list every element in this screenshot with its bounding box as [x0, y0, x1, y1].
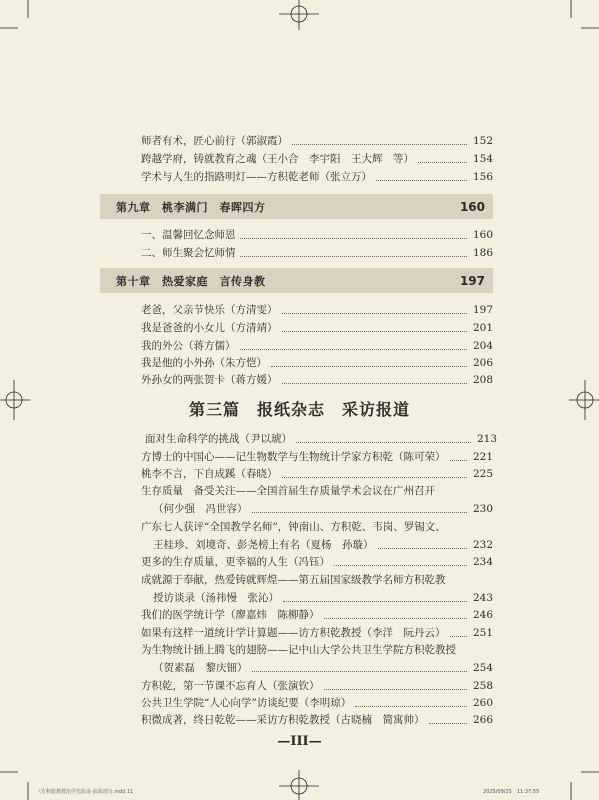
- toc-entry-title: 二、师生聚会忆师情: [141, 247, 236, 259]
- toc-entry-page: 258: [472, 680, 493, 692]
- toc-entry-page: 251: [472, 627, 493, 639]
- dot-leader: [292, 144, 467, 145]
- toc-entry-title: 桃李不言，下自成蹊（春晓）: [141, 468, 278, 480]
- toc-entry-page: 204: [472, 340, 493, 352]
- toc-entry-title: 我是爸爸的小女儿（方清靖）: [141, 322, 278, 334]
- toc-entry-title-cont: 授访谈录（汤祎慢 张沁）: [153, 592, 279, 604]
- part-title: 第三篇 报纸杂志 采访报道: [188, 400, 410, 419]
- chapter-title: 第九章 桃李满门 春晖四方: [116, 200, 266, 214]
- toc-entry-line1: [141, 637, 493, 657]
- toc-entry-title: 面对生命科学的挑战（尹以琥）: [145, 433, 292, 445]
- toc-entry-title: 方积乾，第一节课不忘育人（张演钦）: [141, 680, 320, 692]
- toc-entry-page: 243: [472, 592, 493, 604]
- toc-entry-title: 老爸，父亲节快乐（方清雯）: [141, 304, 278, 316]
- toc-entry-title: 广东七人获评“全国教学名师”，钟南山、方积乾、韦岗、罗锡文、: [141, 521, 446, 533]
- chapter-heading: [100, 194, 493, 219]
- toc-entry: [141, 367, 493, 387]
- chapter-heading: [100, 268, 493, 293]
- toc-entry: [141, 297, 493, 317]
- toc-entry-title-cont: 王桂珍、刘境奇、彭尧榜上有名（夏杨 孙璇）: [153, 539, 374, 551]
- toc-entry-title-cont: （贺素磊 黎庆钿）: [153, 662, 248, 674]
- toc-entry-title: 我是他的小外孙（朱方恺）: [141, 357, 267, 369]
- toc-entry-line1: [141, 478, 493, 498]
- toc-entry-title: 我们的医学统计学（廖嘉炜 陈柳静）: [141, 609, 320, 621]
- chapter-page: 197: [459, 273, 485, 288]
- toc-entry: [145, 426, 497, 446]
- toc-entry: [141, 602, 493, 622]
- toc-entry-title: 跨越学府，铸就教育之魂（王小合 李宇阳 王大辉 等）: [141, 153, 414, 165]
- toc-entry: [141, 707, 493, 727]
- dot-leader: [240, 238, 468, 239]
- toc-entry-title: 公共卫生学院“人心向学”访谈纪要（李明琼）: [141, 697, 352, 709]
- dot-leader: [252, 512, 468, 513]
- toc-entry-page: 246: [472, 609, 493, 621]
- toc-entry-line1: [141, 514, 493, 534]
- dot-leader: [429, 723, 468, 724]
- toc-entry-title: 为生物统计插上腾飞的翅膀——记中山大学公共卫生学院方积乾教授: [141, 644, 456, 656]
- toc-entry-title: 方博士的中国心——记生物数学与生物统计学家方积乾（陈可荣）: [141, 451, 446, 463]
- dot-leader: [240, 256, 468, 257]
- toc-entry: [141, 164, 493, 184]
- page-number: —III—: [277, 734, 322, 749]
- toc-entry-page: 186: [472, 247, 493, 259]
- toc-entry-continuation: [153, 655, 493, 675]
- toc-entry-page: 230: [472, 503, 493, 515]
- dot-leader: [296, 442, 471, 443]
- dot-leader: [418, 162, 467, 163]
- toc-entry-page: 201: [472, 322, 493, 334]
- toc-entry-title: 积微成著，终日乾乾——采访方积乾教授（古晓楠 简寓帅）: [141, 714, 425, 726]
- toc-entry-page: 213: [476, 433, 497, 445]
- toc-entry-page: 160: [472, 229, 493, 241]
- dot-leader: [282, 313, 468, 314]
- toc-entry-title: 生存质量 备受关注——全国首届生存质量学术会议在广州召开: [141, 485, 435, 497]
- toc-entry-line1: [141, 567, 493, 587]
- toc-entry-title: 师者有术，匠心前行（郭淑霞）: [141, 135, 288, 147]
- toc-entry-title-cont: （何少强 冯世容）: [153, 503, 248, 515]
- toc-entry-title: 如果有这样一道统计学计算题——访方积乾教授（李洋 阮丹云）: [141, 627, 446, 639]
- toc-entry-page: 156: [472, 171, 493, 183]
- toc-entry: [141, 240, 493, 260]
- toc-entry-page: 152: [472, 135, 493, 147]
- toc-entry: [141, 222, 493, 242]
- toc-entry-title: 外孙女的两张贺卡（蒋方媛）: [141, 374, 278, 386]
- toc-entry-continuation: [153, 496, 493, 516]
- dot-leader: [334, 565, 467, 566]
- dot-leader: [376, 180, 467, 181]
- dot-leader: [282, 383, 468, 384]
- toc-entry-page: 197: [472, 304, 493, 316]
- toc-entry-page: 234: [472, 556, 493, 568]
- toc-entry-title: 我的外公（蒋方儒）: [141, 340, 236, 352]
- dot-leader: [282, 331, 468, 332]
- toc-entry-page: 232: [472, 539, 493, 551]
- toc-entry-title: 更多的生存质量，更幸福的人生（冯钰）: [141, 556, 330, 568]
- toc-entry: [141, 146, 493, 166]
- dot-leader: [252, 671, 468, 672]
- toc-entry-page: 208: [472, 374, 493, 386]
- chapter-title: 第十章 热爱家庭 言传身教: [116, 274, 266, 288]
- dot-leader: [324, 618, 468, 619]
- toc-entry-page: 266: [472, 714, 493, 726]
- print-slug-left: 《方积乾教授治学先影录-前面部分.indd 11: [36, 789, 134, 795]
- toc-entry-page: 260: [472, 697, 493, 709]
- toc-entry-page: 225: [472, 468, 493, 480]
- toc-entry-page: 154: [472, 153, 493, 165]
- toc-entry-title: 一、温馨回忆念师恩: [141, 229, 236, 241]
- print-slug-right: 2025/09/25 11:37:55: [483, 789, 540, 795]
- toc-entry-page: 221: [472, 451, 493, 463]
- toc-entry: [141, 549, 493, 569]
- toc-entry-page: 206: [472, 357, 493, 369]
- toc-entry: [141, 128, 493, 148]
- toc-entry-title: 学术与人生的指路明灯——方积乾老师（张立万）: [141, 171, 372, 183]
- toc-entry-page: 254: [472, 662, 493, 674]
- toc-entry: [141, 315, 493, 335]
- toc-entry-title: 成就源于奉献，热爱铸就辉煌——第五届国家级教学名师方积乾教: [141, 574, 446, 586]
- chapter-page: 160: [459, 199, 485, 214]
